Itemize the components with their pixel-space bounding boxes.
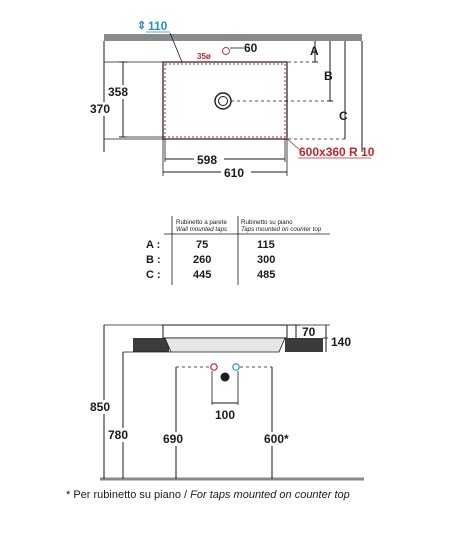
basin-rim	[163, 325, 287, 338]
dim-358-label: 358	[108, 85, 129, 99]
countertop-band	[104, 34, 362, 41]
col1-header-it: Rubinetto a parete	[176, 219, 227, 226]
dim-70-label: 70	[302, 325, 316, 339]
table-cell-counter: 115	[257, 239, 275, 251]
table-cell-wall: 75	[196, 239, 209, 251]
counter-thickness-label: 110	[148, 19, 168, 33]
table-cell-counter: 485	[257, 269, 276, 281]
dim-370-label: 370	[90, 102, 111, 116]
table-cell-counter: 300	[257, 254, 276, 266]
col1-header-en: Wall mounted taps	[176, 226, 228, 233]
dim-600-label: 600*	[264, 432, 289, 446]
drain-offset-label: 60	[244, 41, 258, 55]
table-row	[146, 239, 275, 251]
table-row	[146, 269, 275, 281]
dim-610-label: 610	[224, 166, 245, 180]
drain-waste-icon	[221, 373, 230, 382]
label-a: A	[310, 44, 319, 58]
hot-tap-icon	[211, 364, 217, 370]
table-row-label: A :	[146, 239, 161, 251]
basin-outline	[163, 62, 287, 139]
basin-spec-label: 600x360 R 10	[299, 145, 375, 159]
dim-780-label: 780	[108, 428, 129, 442]
counter-slab-left	[133, 338, 169, 352]
table-cell-wall: 445	[193, 269, 212, 281]
basin-spec-leader	[286, 138, 300, 150]
top-view	[88, 19, 375, 180]
dimension-table	[146, 216, 330, 285]
overflow-hole-icon	[223, 48, 230, 55]
cold-tap-icon	[233, 364, 239, 370]
table-row	[146, 254, 275, 266]
dim-850-label: 850	[90, 400, 111, 414]
drain-size-label: 35ø	[197, 52, 211, 61]
dim-598-label: 598	[197, 153, 218, 167]
dim-690-label: 690	[163, 432, 184, 446]
table-row-label: C :	[146, 269, 161, 281]
label-b: B	[324, 69, 333, 83]
dim-140-label: 140	[331, 335, 352, 349]
basin-body	[165, 338, 285, 352]
col2-header-en: Taps mounted on counter top	[241, 226, 322, 233]
footnote	[66, 489, 350, 501]
counter-slab-right	[285, 338, 323, 352]
dim-100-label: 100	[215, 408, 236, 422]
col2-header-it: Rubinetto su piano	[241, 219, 293, 226]
label-c: C	[339, 109, 348, 123]
footnote-it: * Per rubinetto su piano /	[66, 489, 191, 501]
table-row-label: B :	[146, 254, 161, 266]
footnote-en: For taps mounted on counter top	[190, 489, 350, 501]
counter-thickness-arrow-icon: ⇕	[137, 20, 147, 32]
table-cell-wall: 260	[193, 254, 212, 266]
side-view	[88, 325, 364, 479]
